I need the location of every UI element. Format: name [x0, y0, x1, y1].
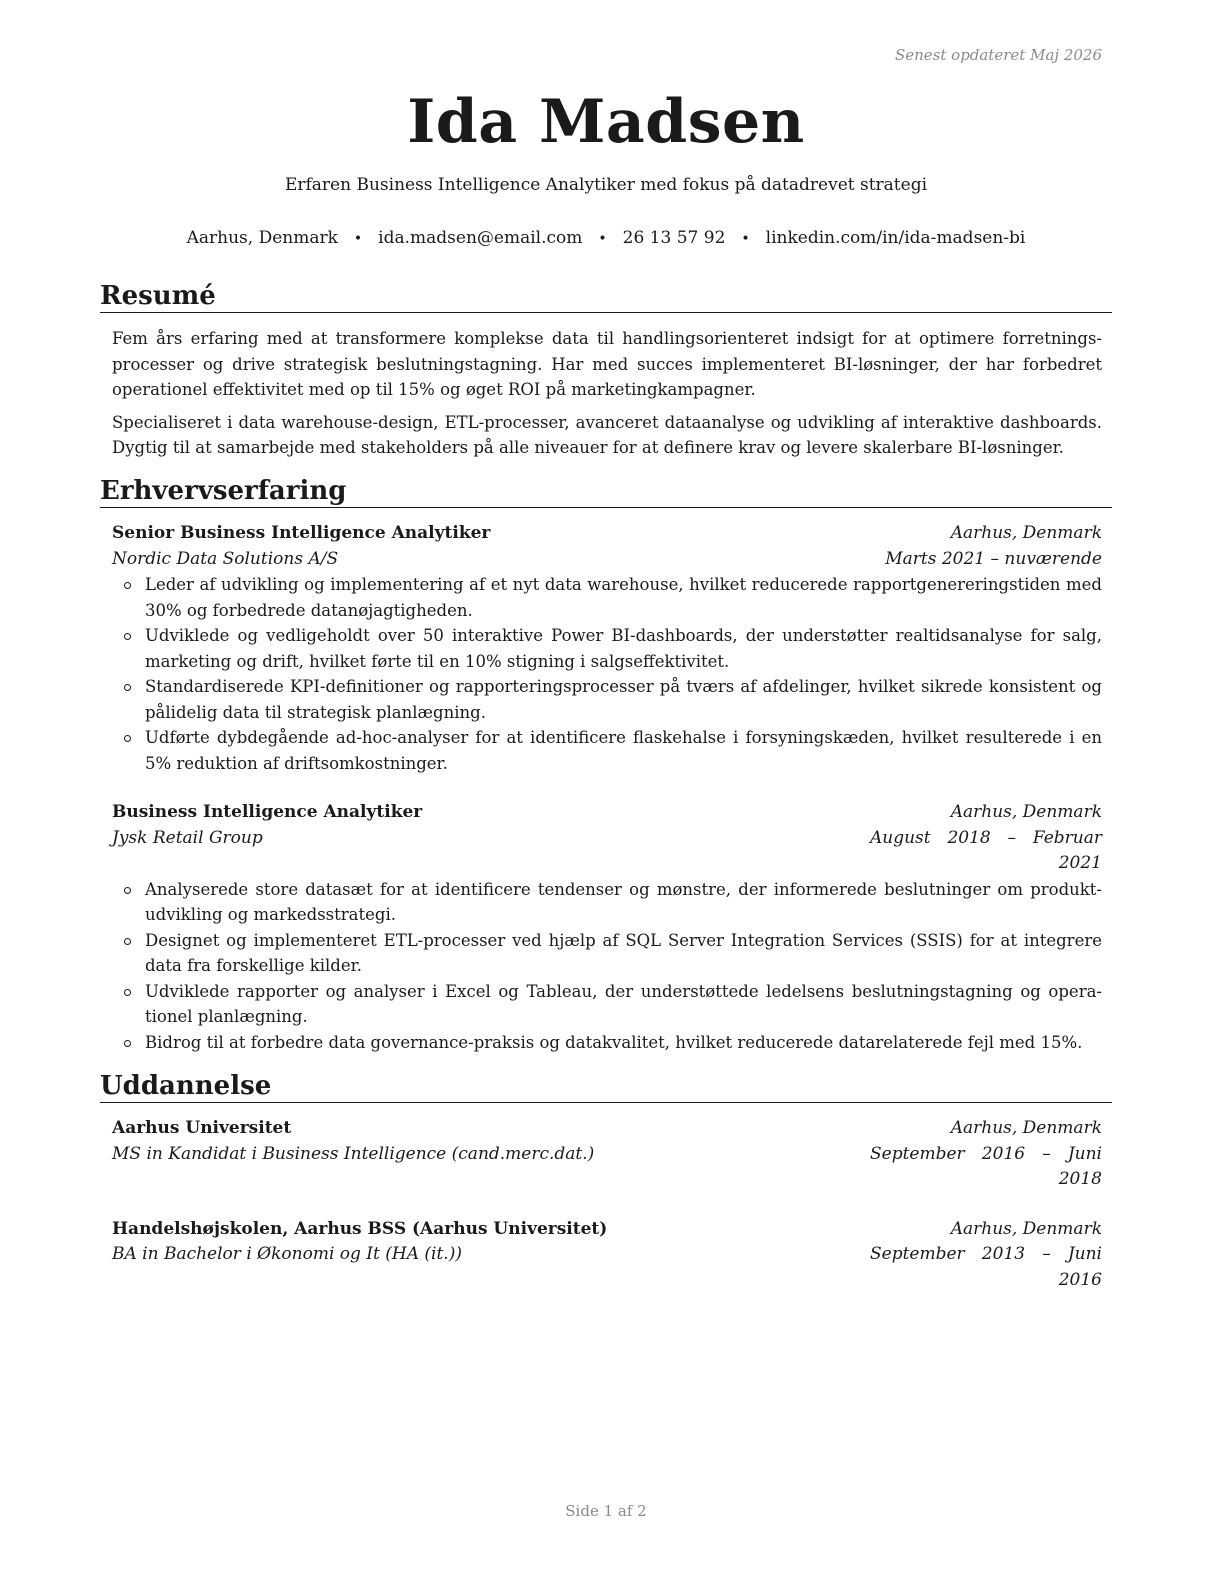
- job-company: Nordic Data Solutions A/S: [112, 548, 339, 569]
- school-location: Aarhus, Denmark: [950, 1118, 1102, 1138]
- job-company: Jysk Retail Group: [112, 827, 263, 848]
- degree: MS in Kandidat i Business Intelligence (cand.merc.dat.): [112, 1143, 595, 1164]
- summary-paragraph: Fem års erfaring med at transformere komplekse data til handlingsorienteret indsigt for at optimere forretnings-processer og drive strategisk beslutningstagning. Har med succes implementeret BI-løsninger, der har forbedret operationel effektivitet med op til 15% og øget ROI på marketingkampagner.: [112, 329, 1102, 399]
- last-updated: Senest opdateret Maj 2026: [894, 46, 1102, 64]
- job-entry: [100, 521, 1112, 776]
- school-location: Aarhus, Denmark: [950, 1218, 1102, 1239]
- education-section: [100, 1070, 1112, 1293]
- contact-separator: •: [741, 231, 750, 247]
- education-dates-line: September 2016 – Juni: [870, 1143, 1102, 1164]
- school-name: Aarhus Universitet: [112, 1118, 292, 1138]
- contact-phone: 26 13 57 92: [622, 228, 726, 248]
- summary-paragraph: Specialiseret i data warehouse-design, ETL-processer, avanceret dataanalyse og udvikling af interaktive dashboards. Dygtig til at samarbejde med stakeholders på alle niveauer for at definere krav og levere skalerbare BI-løsninger.: [112, 412, 1102, 457]
- contact-line: [100, 228, 1112, 248]
- job-location: Aarhus, Denmark: [950, 802, 1102, 822]
- list-item: Standardiserede KPI-definitioner og rapporteringsprocesser på tværs af afdelinger, hvilket sikrede konsistent og pålidelig data til strategisk planlægning.: [145, 674, 1102, 725]
- education-dates-line: September 2013 – Juni: [870, 1244, 1102, 1264]
- degree: BA in Bachelor i Økonomi og It (HA (it.)): [112, 1244, 462, 1264]
- experience-section: [100, 475, 1112, 1055]
- job-bullets: [112, 572, 1102, 776]
- job-entry: [100, 800, 1112, 1055]
- contact-linkedin[interactable]: linkedin.com/in/ida-madsen-bi: [765, 228, 1026, 248]
- education-entry: [100, 1116, 1112, 1193]
- contact-separator: •: [353, 231, 363, 247]
- list-item: Bidrog til at forbedre data governance-praksis og datakvalitet, hvilket reducerede datarelaterede fejl med 15%.: [145, 1030, 1102, 1056]
- job-dates-line: 2021: [1058, 853, 1102, 873]
- contact-separator: •: [598, 231, 607, 247]
- education-dates: [870, 1242, 1102, 1293]
- job-dates: [870, 826, 1102, 877]
- candidate-name: Ida Madsen: [407, 87, 805, 157]
- section-title-education: Uddannelse: [100, 1070, 1112, 1103]
- list-item: Leder af udvikling og implementering af et nyt data warehouse, hvilket reducerede rapportgenereringstiden med 30% og forbedrede datanøjagtigheden.: [145, 572, 1102, 623]
- resume-page: [100, 0, 1112, 1584]
- list-item: Udførte dybdegående ad-hoc-analyser for at identificere flaskehalse i forsyningskæden, hvilket resulterede i en 5% reduktion af driftsomkostninger.: [145, 725, 1102, 776]
- list-item: Analyserede store datasæt for at identificere tendenser og mønstre, der informerede beslutninger om produkt-udvikling og markedsstrategi.: [145, 877, 1102, 928]
- education-dates-line: 2016: [1058, 1269, 1102, 1290]
- contact-location: Aarhus, Denmark: [186, 228, 338, 248]
- page-number: Side 1 af 2: [565, 1502, 647, 1520]
- education-entry: [100, 1217, 1112, 1294]
- contact-email[interactable]: ida.madsen@email.com: [378, 228, 583, 248]
- list-item: Designet og implementeret ETL-processer ved hjælp af SQL Server Integration Services (SSIS) for at integrere data fra forskellige kilder.: [145, 928, 1102, 979]
- job-role: Business Intelligence Analytiker: [112, 802, 423, 822]
- section-title-summary: Resumé: [100, 280, 1112, 313]
- job-dates-line: August 2018 – Februar: [870, 827, 1102, 848]
- list-item: Udviklede rapporter og analyser i Excel og Tableau, der understøttede ledelsens beslutningstagning og opera-tionel planlægning.: [145, 979, 1102, 1030]
- education-dates-line: 2018: [1058, 1169, 1102, 1189]
- education-dates: [870, 1142, 1102, 1193]
- job-role: Senior Business Intelligence Analytiker: [112, 523, 491, 543]
- job-bullets: [112, 877, 1102, 1056]
- list-item: Udviklede og vedligeholdt over 50 interaktive Power BI-dashboards, der understøtter realtidsanalyse for salg, marketing og drift, hvilket førte til en 10% stigning i salgseffektivitet.: [145, 623, 1102, 674]
- school-name: Handelshøjskolen, Aarhus BSS (Aarhus Universitet): [112, 1218, 608, 1239]
- job-dates: Marts 2021 – nuværende: [885, 548, 1102, 569]
- tagline: Erfaren Business Intelligence Analytiker med fokus på datadrevet strategi: [284, 175, 928, 195]
- summary-section: [100, 280, 1112, 461]
- job-location: Aarhus, Denmark: [950, 523, 1102, 543]
- section-title-experience: Erhvervserfaring: [100, 475, 1112, 508]
